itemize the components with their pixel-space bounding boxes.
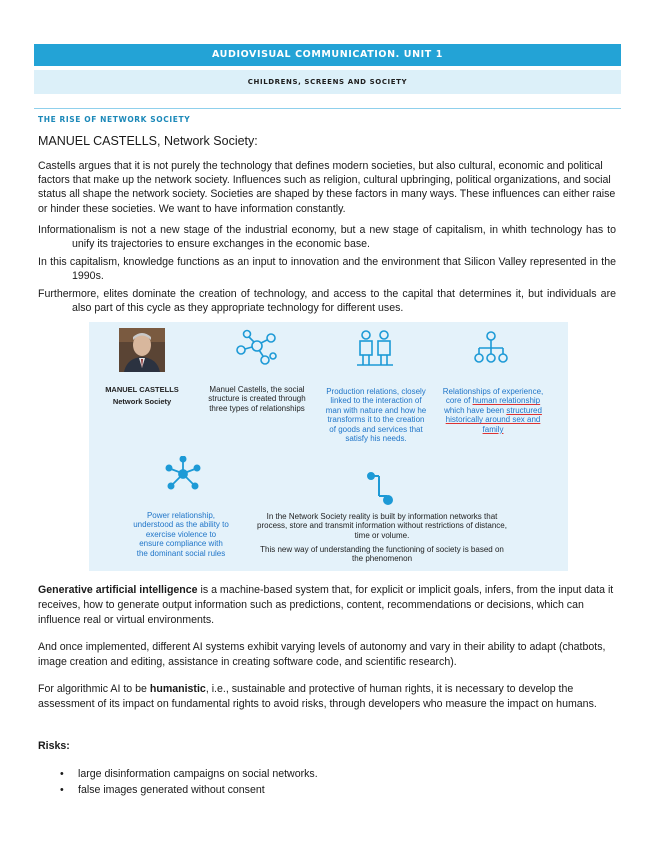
paragraph-knowledge: In this capitalism, knowledge functions as an input to innovation and the environment that Silicon Valley represented in the 1990s. xyxy=(38,256,616,283)
castells-caption-sub: Network Society xyxy=(112,397,172,406)
production-people-icon xyxy=(355,328,395,368)
section-title: THE RISE OF NETWORK SOCIETY xyxy=(38,115,191,124)
relationships-text: Manuel Castells, the social structure is created through three types of relationships xyxy=(208,385,306,413)
paragraph-informationalism: Informationalism is not a new stage of the industrial economy, but a new stage of capitalism, in whith technology has to unify its trajectories to ensure exchanges in the economic base. xyxy=(38,224,616,251)
list-item: • false images generated without consent xyxy=(38,782,318,798)
new-understanding-text: This new way of understanding the functioning of society is based on the phenomenon xyxy=(260,545,504,564)
flow-connector-icon xyxy=(367,472,393,506)
castells-caption-name: MANUEL CASTELLS xyxy=(105,385,179,394)
network-society-infographic xyxy=(89,322,568,571)
production-relations-text: Production relations, closely linked to the interaction of man with nature and how he transforms it to the creation of goods and services that satisfy his needs. xyxy=(325,387,427,444)
social-network-icon xyxy=(235,328,279,368)
power-relationship-text: Power relationship, understood as the ability to exercise violence to ensure compliance with the dominant social rules xyxy=(133,511,229,558)
risks-list xyxy=(38,766,318,798)
unit-title-banner: AUDIOVISUAL COMMUNICATION. UNIT 1 xyxy=(34,44,621,66)
castells-portrait xyxy=(119,328,165,372)
hierarchy-icon xyxy=(473,330,509,366)
unit-subtitle-banner: CHILDRENS, SCREENS AND SOCIETY xyxy=(34,70,621,94)
paragraph-castells-argument: Castells argues that it is not purely the technology that defines modern societies, but also cultural, economic and political factors that make up the network society. Influences such as religion, cultural upbringing, political organizations, and social status all shape the network society. Societies are shaped by these factors in many ways. These influences can either raise or hinder these societies. We want to have information constantly. xyxy=(38,160,616,215)
risks-heading: Risks: xyxy=(38,740,70,752)
header-divider xyxy=(34,108,621,109)
paragraph-humanistic-ai: For algorithmic AI to be humanistic, i.e., sustainable and protective of human rights, it is necessary to develop the assessment of its impact on fundamental rights to avoid risks, through developers who measure the impact on humans. xyxy=(38,683,597,710)
power-network-icon xyxy=(165,456,201,492)
paragraph-elites: Furthermore, elites dominate the creation of technology, and access to the capital that determines it, but individuals are also part of this cycle as they appropriate technology for different uses. xyxy=(38,288,616,315)
experience-relations-text: Relationships of experience, core of human relationship which have been structured historically around sex and family xyxy=(442,387,544,434)
list-item: • large disinformation campaigns on social networks. xyxy=(38,766,318,782)
paragraph-ai-autonomy: And once implemented, different AI systems exhibit varying levels of autonomy and vary in their ability to adapt (chatbots, image creation and editing, assistance in creating software code, and scientific research). xyxy=(38,641,606,668)
paragraph-generative-ai: Generative artificial intelligence is a machine-based system that, for explicit or implicit goals, infers, from the input data it receives, how to generate output information such as predictions, content, recommendations or decisions, which can influence real or virtual environments. xyxy=(38,584,614,626)
network-society-reality-text: In the Network Society reality is built by information networks that process, store and transmit information without restrictions of distance, time or volume. xyxy=(257,512,507,540)
author-line: MANUEL CASTELLS, Network Society: xyxy=(38,134,258,148)
